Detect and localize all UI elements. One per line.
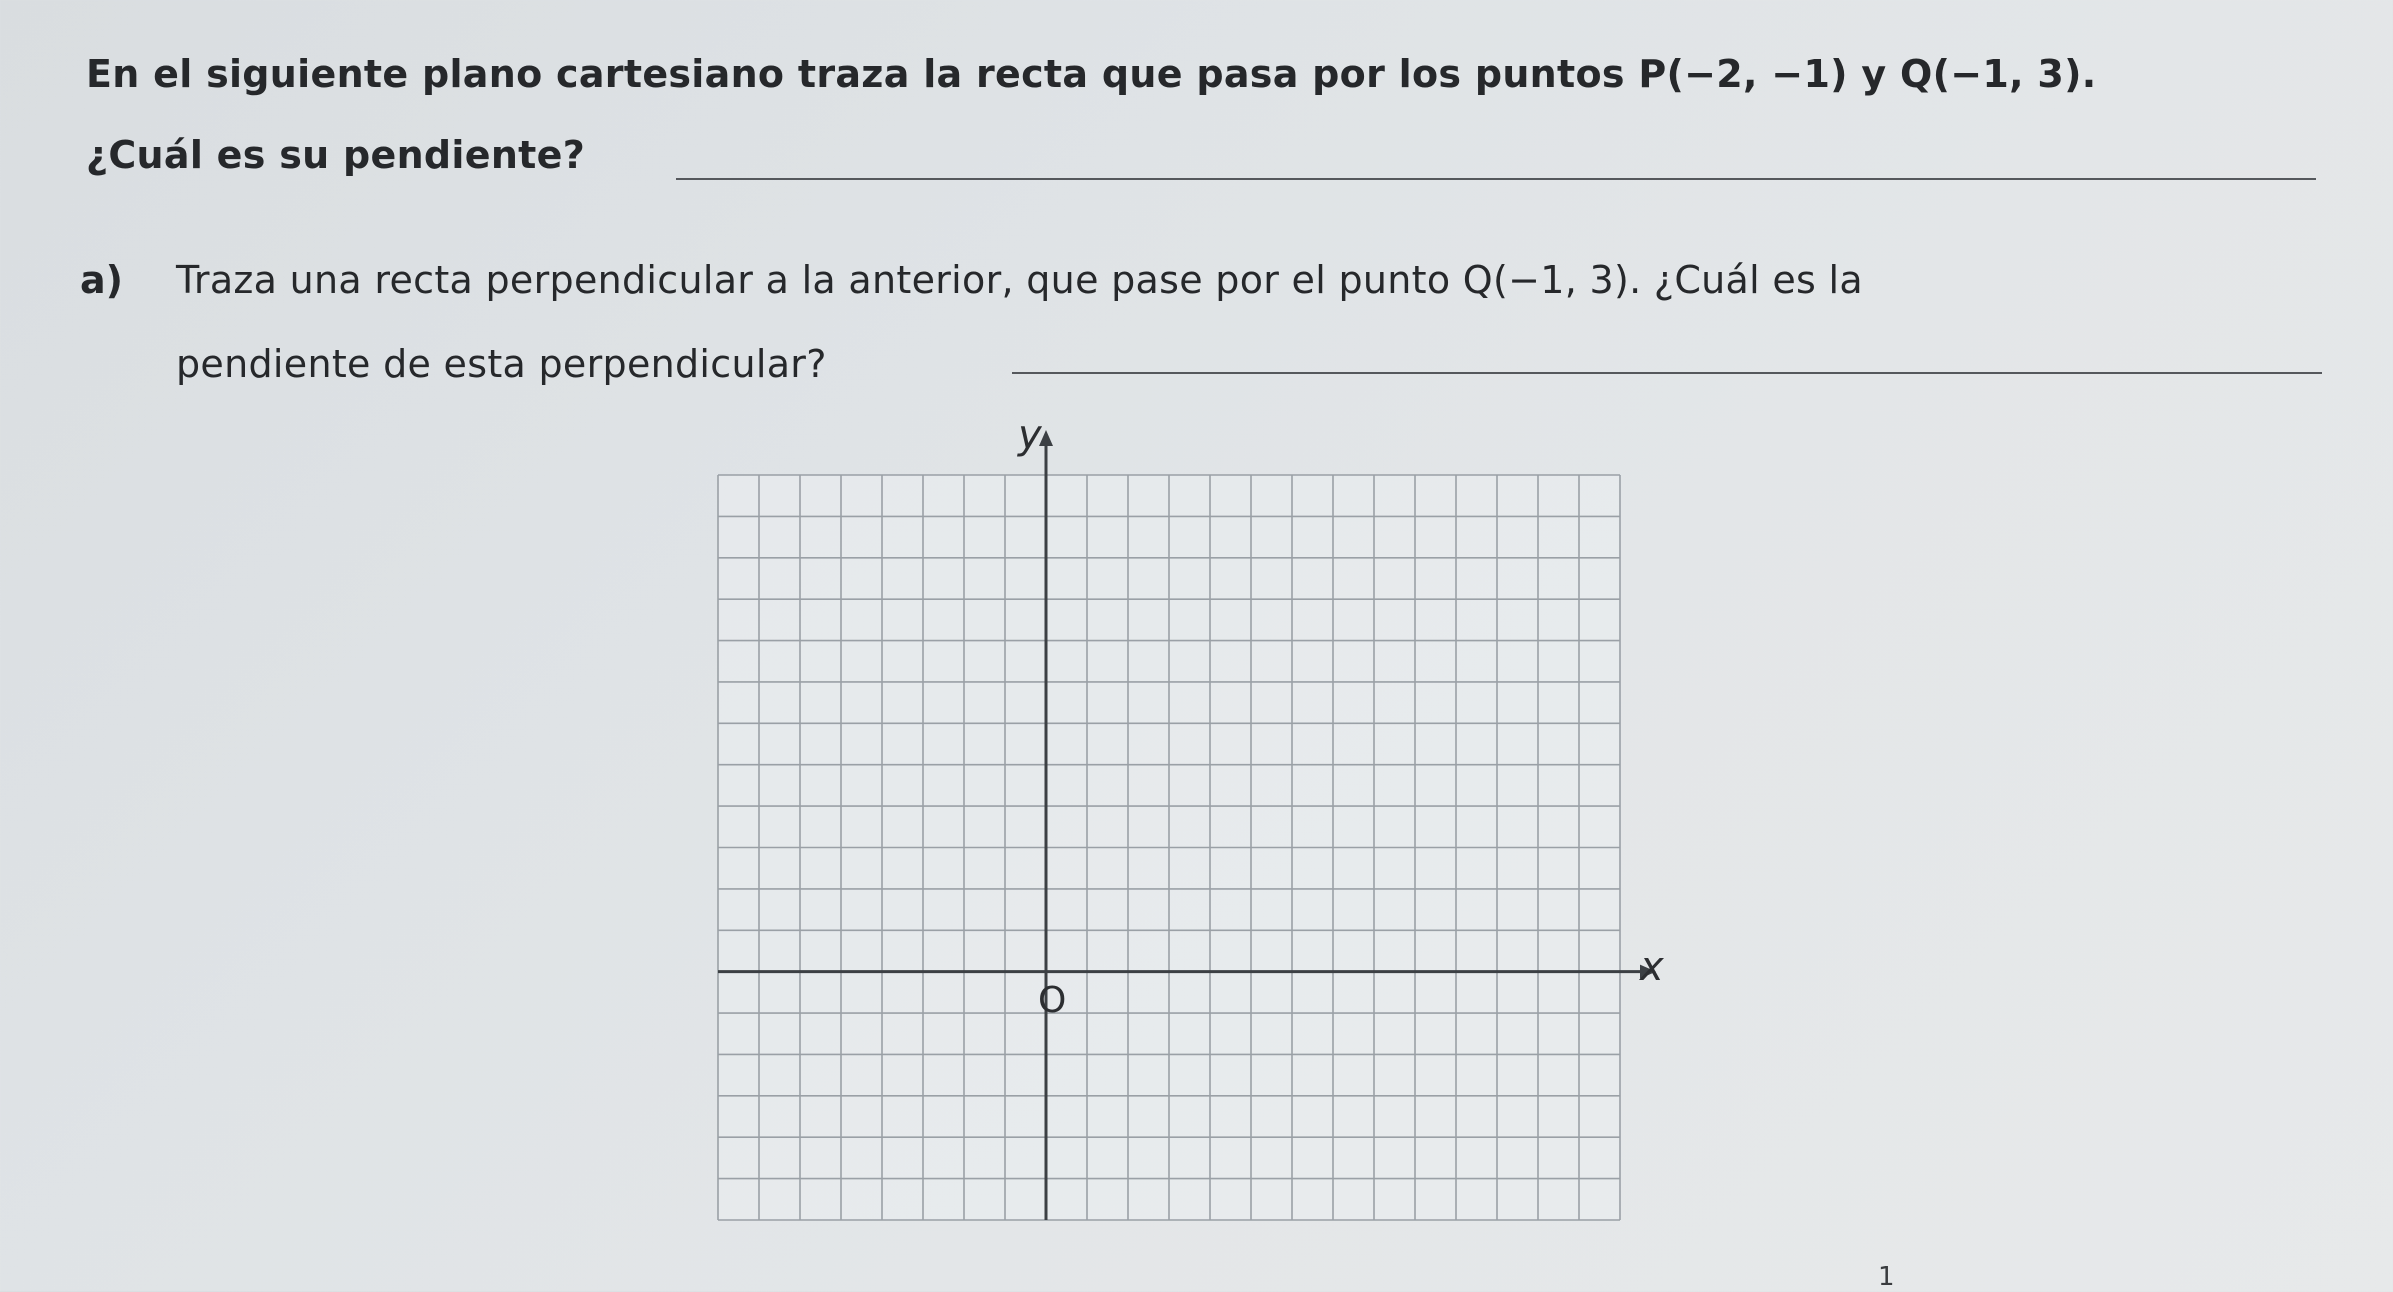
question-statement: En el siguiente plano cartesiano traza la recta que pasa por los puntos P(−2, −1) y Q(−1, 3). [86, 52, 2097, 96]
perpendicular-slope-answer-blank[interactable] [1012, 372, 2322, 374]
page-mark: 1 [1878, 1262, 1895, 1292]
x-axis-label: x [1640, 944, 1664, 990]
origin-label: O [1038, 980, 1067, 1021]
cartesian-plane [700, 412, 1680, 1240]
part-a-marker: a) [80, 258, 124, 302]
grid [700, 420, 1680, 1240]
slope-answer-blank[interactable] [676, 178, 2316, 180]
slope-prompt: ¿Cuál es su pendiente? [86, 133, 586, 177]
part-a-line1: Traza una recta perpendicular a la anterior, que pase por el punto Q(−1, 3). ¿Cuál es la [176, 258, 1863, 302]
part-a-line2: pendiente de esta perpendicular? [176, 342, 827, 386]
y-axis-label: y [1018, 412, 1042, 458]
